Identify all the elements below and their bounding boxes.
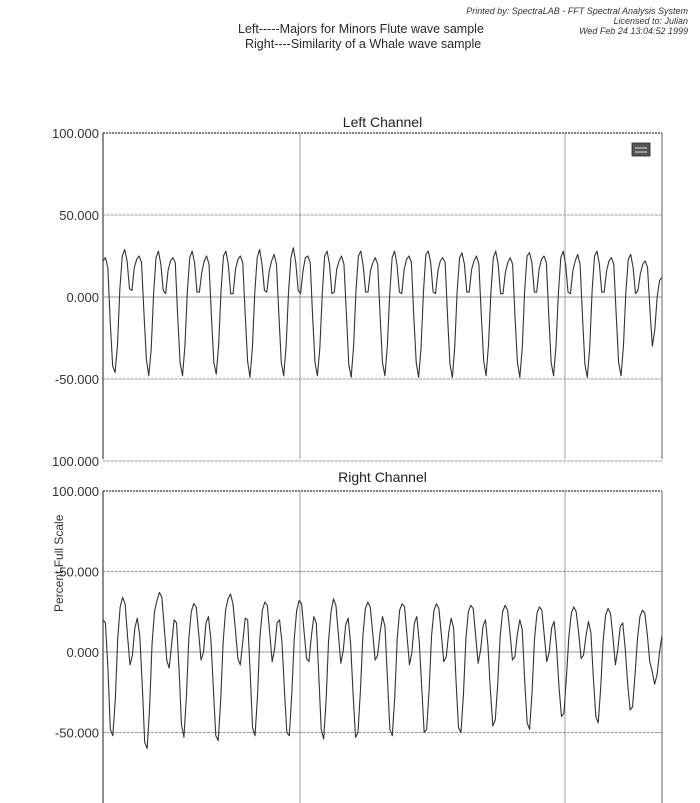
right-ytick-label-2: 0.000 [66, 645, 99, 660]
right-chart-title: Right Channel [338, 469, 427, 485]
title-line-2: Right----Similarity of a Whale wave sample [245, 37, 482, 51]
left-ytick-label-1: 50.000 [59, 208, 99, 223]
licensed-to-text: Licensed to: Julian [613, 16, 688, 26]
y-axis-label: Percent Full Scale [52, 514, 66, 612]
printed-by-text: Printed by: SpectraLAB - FFT Spectral Analysis System [466, 6, 688, 16]
left-ytick-label-2: 0.000 [66, 290, 99, 305]
right-waveform-line [103, 592, 662, 748]
left-ytick-label-0: 100.000 [52, 126, 99, 141]
legend-box-icon [632, 143, 650, 156]
left-waveform-line [103, 248, 662, 378]
right-ytick-label-3: -50.000 [54, 725, 99, 741]
left-chart-title: Left Channel [342, 114, 423, 130]
left-ytick-label-3: -50.000 [54, 372, 99, 387]
right-ytick-label-1: 50.000 [59, 564, 99, 580]
title-line-1: Left-----Majors for Minors Flute wave sample [238, 22, 484, 36]
right-ytick-label-0: 100.000 [52, 484, 99, 499]
printed-date-text: Wed Feb 24 13:04:52 1999 [579, 26, 688, 36]
left-ytick-label-4: 100.000 [52, 454, 99, 469]
